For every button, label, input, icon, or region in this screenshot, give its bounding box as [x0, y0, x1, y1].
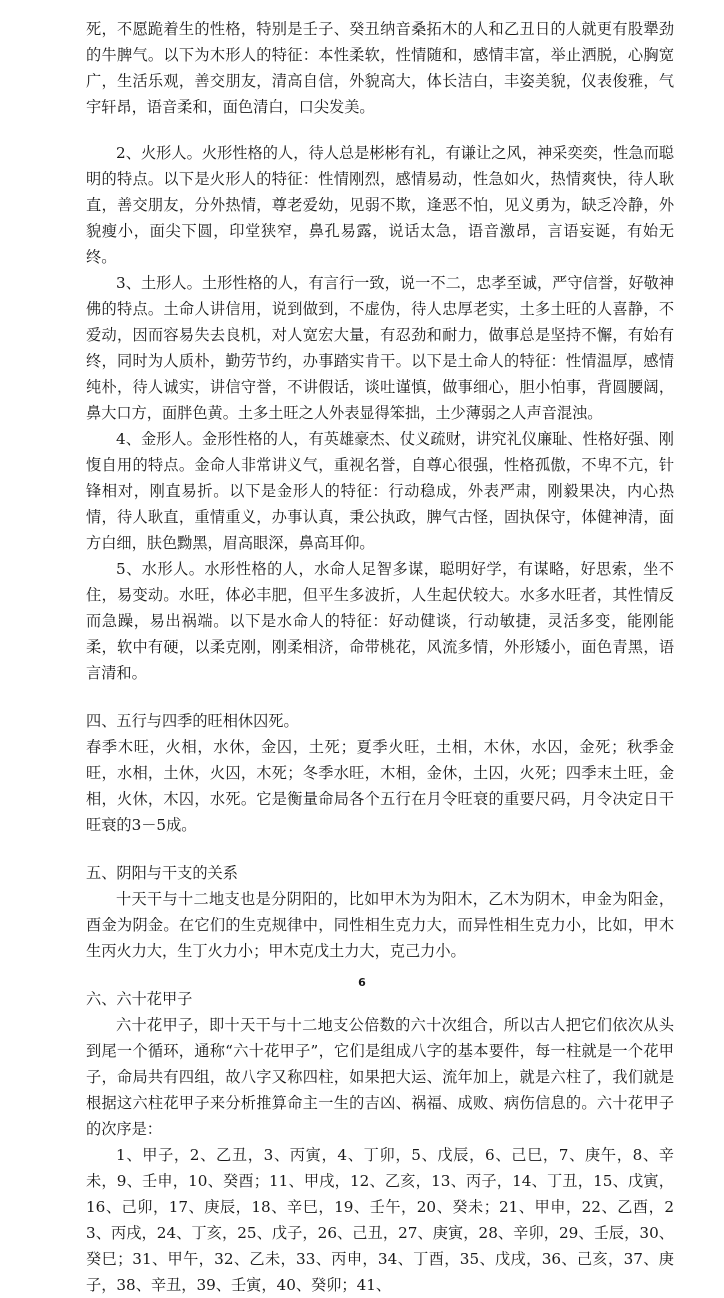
metal-type-paragraph: 4、金形人。金形性格的人，有英雄豪杰、仗义疏财，讲究礼仪廉耻、性格好强、刚愎自用的特点。金命人非常讲义气，重视名誉，自尊心很强，性格孤傲，不卑不亢，针锋相对，刚直易折。以下是金形人的特征：行动稳成，外表严肃，刚毅果决，内心热情，待人耿直，重情重义，办事认真，秉公执政，脾气古怪，固执保守，体健神清，面方白细，肤色黝黑，眉高眼深，鼻高耳仰。: [86, 430, 674, 552]
section-four-body: 春季木旺，火相，水休，金囚，土死；夏季火旺，土相，木休，水囚，金死；秋季金旺，水相，土休，火囚，木死；冬季水旺，木相，金休，土囚，火死；四季末土旺，金相，火休，木囚，水死。它是衡量命局各个五行在月令旺衰的重要尺码，月令决定日干旺衰的3－5成。: [86, 738, 674, 834]
water-type-paragraph: 5、水形人。水形性格的人，水命人足智多谋，聪明好学，有谋略，好思索，坐不住，易变动。水旺，体必丰肥，但平生多波折，人生起伏较大。水多水旺者，其性情反而急躁，易出祸端。以下是水命人的特征：好动健谈，行动敏捷，灵活多变，能刚能柔，软中有硬，以柔克刚，刚柔相济，命带桃花，风流多情，外形矮小，面色青黑，语言清和。: [86, 560, 674, 682]
section-six-intro: 六十花甲子，即十天干与十二地支公倍数的六十次组合，所以古人把它们依次从头到尾一个循环，通称“六十花甲子”，它们是组成八字的基本要件，每一柱就是一个花甲子，命局共有四组，故八字又称四柱，如果把大运、流年加上，就是六柱了，我们就是根据这六柱花甲子来分析推算命主一生的吉凶、祸福、成败、病伤信息的。六十花甲子的次序是：: [86, 1016, 674, 1138]
page-number: 6: [358, 976, 366, 989]
section-six-heading: 六、六十花甲子: [86, 990, 193, 1008]
section-five-heading: 五、阴阳与干支的关系: [86, 864, 238, 882]
fire-type-paragraph: 2、火形人。火形性格的人，待人总是彬彬有礼，有谦让之风，神采奕奕，性急而聪明的特点。以下是火形人的特征：性情刚烈，感情易动，性急如火，热情爽快，待人耿直，善交朋友，分外热情，尊老爱幼，见弱不欺，逢恶不怕，见义勇为，缺乏冷静，外貌瘦小，面尖下圆，印堂狭窄，鼻孔易露，说话太急，语音激昂，言语妄诞，有始无终。: [86, 144, 674, 266]
section-five-body: 十天干与十二地支也是分阴阳的，比如甲木为为阳木，乙木为阴木，申金为阳金，酉金为阴金。在它们的生克规律中，同性相生克力大，而异性相生克力小，比如，甲木生丙火力大，生丁火力小；甲木克戊土力大，克己力小。: [86, 890, 674, 960]
sexagenary-sequence: 1、甲子，2、乙丑，3、丙寅，4、丁卯，5、戊辰，6、己巳，7、庚午，8、辛未，9、壬申，10、癸酉；11、甲戌，12、乙亥，13、丙子，14、丁丑，15、戊寅，16、己卯，17、庚辰，18、辛巳，19、壬午，20、癸未；21、甲申，22、乙酉，23、丙戌，24、丁亥，25、戊子，26、己丑，27、庚寅，28、辛卯，29、壬辰，30、癸巳；31、甲午，32、乙未，33、丙申，34、丁酉，35、戊戌，36、己亥，37、庚子，38、辛丑，39、壬寅，40、癸卯；41、: [86, 1146, 674, 1294]
earth-type-paragraph: 3、土形人。土形性格的人，有言行一致，说一不二，忠孝至诚，严守信誉，好敬神佛的特点。土命人讲信用，说到做到，不虚伪，待人忠厚老实，土多土旺的人喜静，不爱动，因而容易失去良机，对人宽宏大量，有忍劲和耐力，做事总是坚持不懈，有始有终，同时为人质朴，勤劳节约，办事踏实肯干。以下是土命人的特征：性情温厚，感情纯朴，待人诚实，讲信守誉，不讲假话，谈吐谨慎，做事细心，胆小怕事，背圆腰阔，鼻大口方，面胖色黄。土多土旺之人外表显得笨拙，土少薄弱之人声音混浊。: [86, 274, 674, 422]
section-four-heading: 四、五行与四季的旺相休囚死。: [86, 712, 299, 730]
wood-type-paragraph-end: 死，不愿跪着生的性格，特别是壬子、癸丑纳音桑拓木的人和乙丑日的人就更有股犟劲的牛脾气。以下为木形人的特征：本性柔软，性情随和，感情丰富，举止洒脱，心胸宽广，生活乐观，善交朋友，清高自信，外貌高大，体长洁白，丰姿美貌，仪表俊雅，气宇轩昂，语音柔和，面色清白，口尖发美。: [86, 20, 674, 116]
